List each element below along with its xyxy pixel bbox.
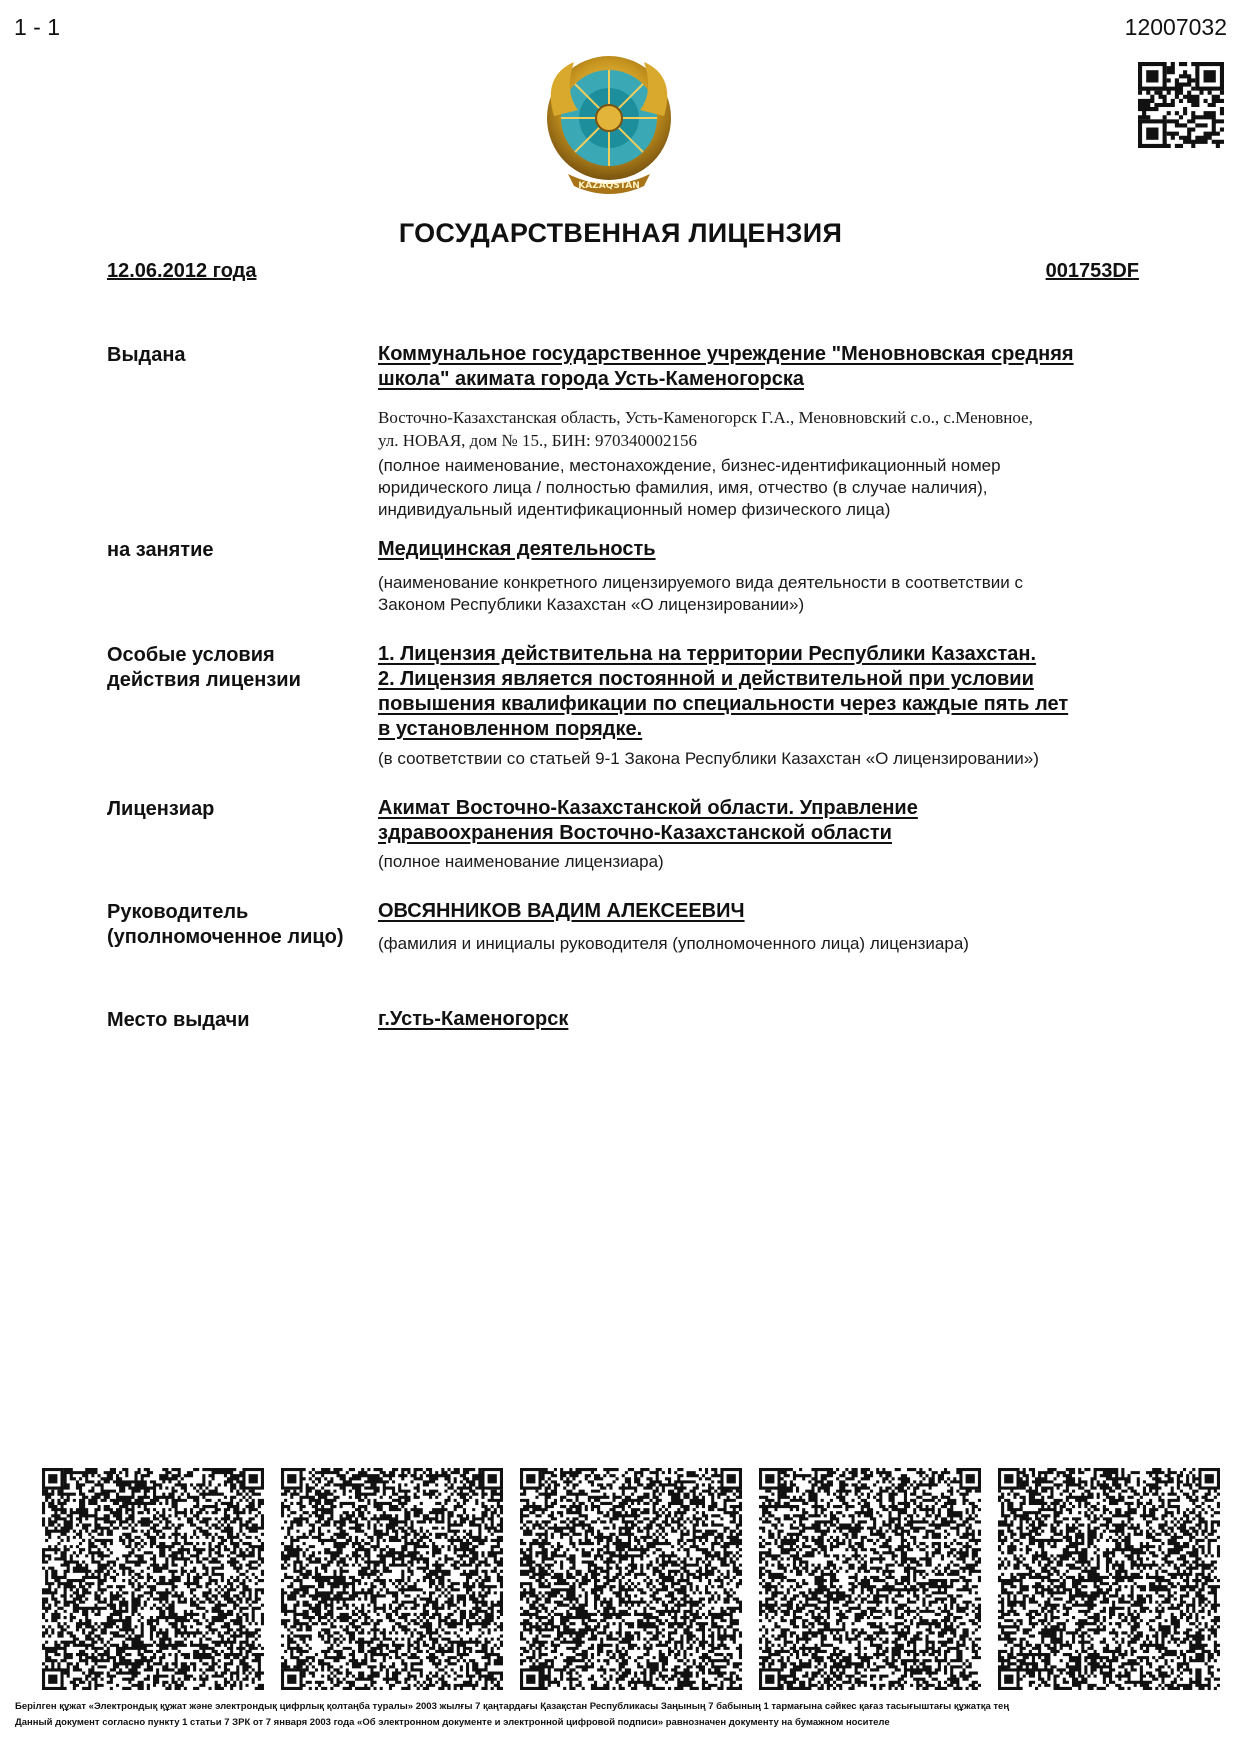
licensor-note: (полное наименование лицензиара) (378, 852, 664, 871)
issued-label: Выдана (107, 344, 186, 366)
licensor-value-line2: здравоохранения Восточно-Казахстанской области (378, 822, 892, 844)
qr-code-icon (520, 1468, 742, 1690)
head-label-line2: (уполномоченное лицо) (107, 926, 344, 948)
licensor-label: Лицензиар (107, 798, 215, 820)
svg-text:KAZAQSTAN: KAZAQSTAN (578, 181, 640, 191)
place-label: Место выдачи (107, 1009, 250, 1031)
issued-address-line2: ул. НОВАЯ, дом № 15., БИН: 970340002156 (378, 431, 698, 450)
qr-code-icon (998, 1468, 1220, 1690)
footer-line-ru: Данный документ согласно пункту 1 статьи 7 ЗРК от 7 января 2003 года «Об электронном документе и электронной цифровой подписи» равнозначен документу на бумажном носителе (15, 1717, 890, 1728)
issued-value-line2: школа" акимата города Усть-Каменогорска (378, 368, 804, 390)
conditions-value-line1: 1. Лицензия действительна на территории Республики Казахстан. (378, 643, 1037, 665)
footer-line-kz: Берілген құжат «Электрондық құжат және электрондық цифрлық қолтаңба туралы» 2003 жылғы 7 қаңтардағы Қазақстан Республикасы Заңының 7 бабының 1 тармағына сәйкес қағаз тасығыштағы құжатқа тең (15, 1701, 1010, 1712)
issued-value-line1: Коммунальное государственное учреждение "Меновновская средняя (378, 343, 1074, 365)
head-note: (фамилия и инициалы руководителя (уполномоченного лица) лицензиара) (378, 934, 969, 953)
issued-note-line3: индивидуальный идентификационный номер физического лица) (378, 500, 891, 519)
issued-note-line1: (полное наименование, местонахождение, бизнес-идентификационный номер (378, 456, 1001, 475)
licensor-value-line1: Акимат Восточно-Казахстанской области. Управление (378, 797, 918, 819)
conditions-value-line3: повышения квалификации по специальности через каждые пять лет (378, 693, 1069, 715)
activity-note-line1: (наименование конкретного лицензируемого вида деятельности в соответствии с (378, 573, 1023, 592)
qr-code-icon (759, 1468, 981, 1690)
conditions-note: (в соответствии со статьей 9-1 Закона Республики Казахстан «О лицензировании») (378, 749, 1039, 768)
qr-code-icon (281, 1468, 503, 1690)
conditions-label-line1: Особые условия (107, 644, 275, 666)
conditions-value-line4: в установленном порядке. (378, 718, 643, 740)
conditions-value-line2: 2. Лицензия является постоянной и действительной при условии (378, 668, 1034, 690)
license-number: 001753DF (1045, 260, 1139, 282)
activity-label: на занятие (107, 539, 214, 561)
qr-code-row (42, 1468, 1220, 1690)
head-value: ОВСЯННИКОВ ВАДИМ АЛЕКСЕЕВИЧ (378, 900, 745, 922)
qr-code-icon (42, 1468, 264, 1690)
emblem-icon (538, 46, 680, 204)
license-date: 12.06.2012 года (107, 260, 257, 282)
document-id: 12007032 (1124, 14, 1227, 40)
head-label-line1: Руководитель (107, 901, 249, 923)
issued-note-line2: юридического лица / полностью фамилия, имя, отчество (в случае наличия), (378, 478, 988, 497)
page-number: 1 - 1 (14, 14, 61, 40)
activity-note-line2: Законом Республики Казахстан «О лицензировании») (378, 595, 805, 614)
activity-value: Медицинская деятельность (378, 538, 656, 560)
issued-address-line1: Восточно-Казахстанская область, Усть-Каменогорск Г.А., Меновновский с.о., с.Меновное, (378, 408, 1033, 427)
qr-code-icon (1138, 62, 1224, 148)
place-value: г.Усть-Каменогорск (378, 1008, 569, 1030)
conditions-label-line2: действия лицензии (107, 669, 301, 691)
document-title: ГОСУДАРСТВЕННАЯ ЛИЦЕНЗИЯ (398, 218, 843, 248)
